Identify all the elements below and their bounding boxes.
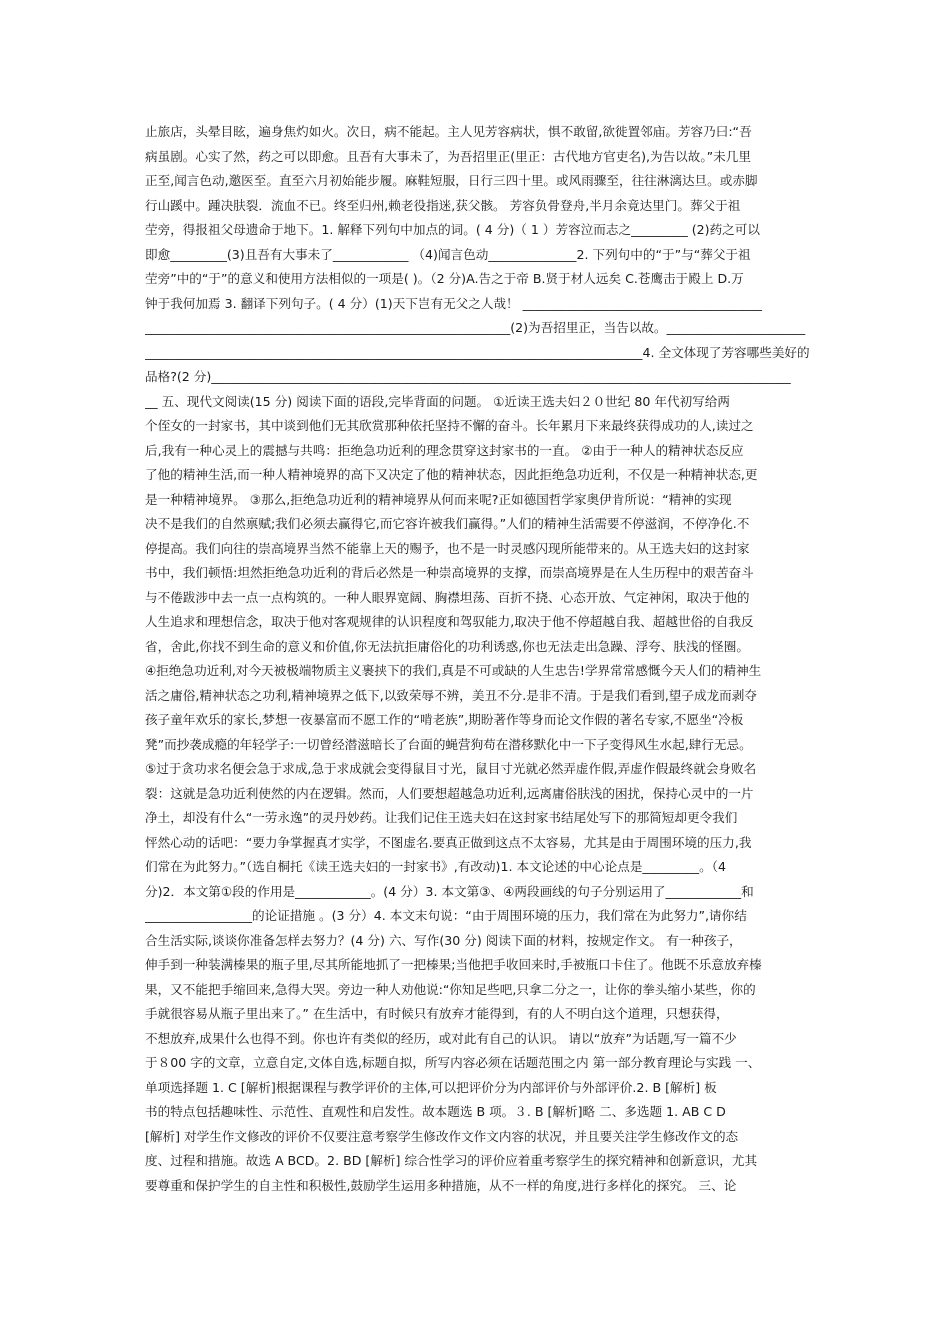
text-line: 品格?(2 分)____________________________________________________________________________________________ [145,369,791,384]
text-line: ④拒绝急功近利,对今天被极端物质主义裹挟下的我们,真是不可或缺的人生忠告!学界常常感慨今天人们的精神生 [145,663,762,678]
text-line: 度、过程和措施。故选 A BCD。2. BD [解析] 综合性学习的评价应着重考察学生的探究精神和创新意识，尤其 [145,1153,758,1168]
text-line: 行山蹊中。踵决肤裂．流血不已。终至归州,赖老役指迷,获父骸。 芳容负骨登舟,半月余竟达里门。葬父于祖 [145,197,741,213]
text-line: 伸手到一种装满榛果的瓶子里,尽其所能地抓了一把榛果;当他把手收回来时,手被瓶口卡住了。他既不乐意放弃榛 [145,957,762,972]
text-line: 活之庸俗,精神状态之功利,精神境界之低下,以致荣辱不辨，美丑不分.是非不清。于是我们看到,望子成龙而剥夺 [145,687,757,703]
text-line: 了他的精神生活,而一种人精神境界的高下又决定了他的精神状态，因此拒绝急功近利，不仅是一种精神状态,更 [145,467,758,482]
text-line: __ 五、现代文阅读(15 分) 阅读下面的语段,完毕背面的问题。 ①近读王选夫妇２０世纪 80 年代初写给两 [145,393,730,409]
text-line: 人生追求和理想信念，取决于他对客观规律的认识程度和驾驭能力,取决于他不停超越自我、超越世俗的自我反 [145,614,754,629]
text-line: 与不倦跋涉中去一点一点构筑的。一种人眼界宽阔、胸襟坦荡、百折不挠、心态开放、气定神闲，取决于他的 [145,589,750,605]
text-line: 正至,闻言色动,邀医至。直至六月初始能步履。麻鞋短服，日行三四十里。或风雨骤至，往往淋漓达旦。或赤脚 [145,173,758,188]
text-line: 后,我有一种心灵上的震撼与共鸣：拒绝急功近利的理念贯穿这封家书的一直。 ②由于一种人的精神状态反应 [145,442,744,458]
text-line: 裂：这就是急功近利使然的内在逻辑。然而，人们要想超越急功近利,远离庸俗肤浅的困扰，保持心灵中的一片 [145,785,754,801]
text-line: 单项选择题 1. C [解析]根据课程与教学评价的主体,可以把评价分为内部评价与外部评价.2. B [解析] 板 [145,1079,717,1095]
text-line: 果，又不能把手缩回来,急得大哭。旁边一种人劝他说:“你知足些吧,只拿二分之一，让你的拳头缩小某些，你的 [145,981,756,997]
text-line: 个侄女的一封家书，其中谈到他们无其欣赏那种依托坚持不懈的奋斗。长年累月下来最终获得成功的人,读过之 [145,418,754,433]
text-line: 是一种精神境界。 ③那么,拒绝急功近利的精神境界从何而来呢?正如德国哲学家奥伊肯所说：“精神的实现 [145,491,732,507]
text-line: 手就很容易从瓶子里出来了。” 在生活中，有时候只有放弃才能得到，有的人不明白这个道理，只想获得， [145,1006,729,1021]
text-line: 止旅店，头晕目眩，遍身焦灼如火。次日，病不能起。主人见芳容病状，惧不敢留,欲徙置邻庙。芳容乃曰:“吾 [145,124,752,139]
text-line: ⑤过于贪功求名便会急于求成,急于求成就会变得鼠目寸光，鼠目寸光就必然弄虚作假,弄虚作假最终就会身败名 [145,761,757,776]
text-line: 书中，我们顿悟:坦然拒绝急功近利的背后必然是一种崇高境界的支撑，而崇高境界是在人生历程中的艰苦奋斗 [145,565,754,580]
text-line: 病虽剧。心实了然，药之可以即愈。且吾有大事未了，为吾招里正(里正：古代地方官吏名),为告以故。”未几里 [145,148,751,164]
text-line: 要尊重和保护学生的自主性和积极性,鼓励学生运用多种措施，从不一样的角度,进行多样化的探究。 三、论 [145,1177,737,1193]
text-line: 凳”而抄袭成瘾的年轻学子:一切曾经潜滋暗长了台面的蝇营狗苟在潜移默化中一下子变得风生水起,肆行无忌。 [145,736,752,752]
text-line: 即愈_________(3)且吾有大事未了____________ （4)闻言色动______________2. 下列句中的“于”与“葬父于祖 [145,246,751,262]
text-line: __________________________________________________________(2)为吾招里正，当告以故。______________________ [145,320,806,335]
text-line: 决不是我们的自然禀赋;我们必须去赢得它,而它容许被我们赢得。”人们的精神生活需要不停滋润，不停净化.不 [145,516,750,531]
text-line: 净土，却没有什么“一劳永逸”的灵丹妙药。让我们记住王选夫妇在这封家书结尾处写下的那简短却更令我们 [145,810,738,825]
text-line: 怦然心动的话吧：“要力争掌握真才实学，不图虚名.要真正做到这点不太容易，尤其是由于周围环境的压力,我 [145,834,752,850]
text-line: 省，舍此,你找不到生命的意义和价值,你无法抗拒庸俗化的功利诱惑,你也无法走出急躁、浮夸、肤浅的怪圈。 [145,638,749,654]
text-line: 茔旁，得报祖父母遗命于地下。1. 解释下列句中加点的词。( 4 分)（ 1 ）芳容泣而志之_________ (2)药之可以 [145,222,760,237]
text-line: 合生活实际,谈谈你准备怎样去努力？(4 分) 六、写作(30 分) 阅读下面的材料，按规定作文。 有一种孩子， [145,932,742,948]
text-line [145,1198,810,1223]
text-line: 不想放弃,成果什么也得不到。你也许有类似的经历，或对此有自己的认识。 请以“放弃”为话题,写一篇不少 [145,1030,737,1046]
text-line: _______________________________________________________________________________4. 全文体现了芳容哪些美好的 [145,344,810,360]
text-line: [解析] 对学生作文修改的评价不仅要注意考察学生修改作文作文内容的状况，并且要关注学生修改作文的态 [145,1128,739,1144]
text-line: _________________的论证措施 。(3 分）4. 本文末句说：“由于周围环境的压力，我们常在为此努力”,请你结 [145,908,747,923]
text-line: 们常在为此努力。”（选自桐托《读王选夫妇的一封家书》,有改动)1. 本文论述的中心论点是_________。（4 [145,859,726,874]
text-line: 书的特点包括趣味性、示范性、直观性和启发性。故本题选 B 项。３. B [解析]略 二、多选题 1. AB C D [145,1104,726,1119]
text-line: 分)2．本文第①段的作用是____________。(4 分）3. 本文第③、④两段画线的句子分别运用了____________和 [145,883,754,899]
text-line: 停提高。我们向往的崇高境界当然不能靠上天的赐予，也不是一时灵感闪现所能带来的。从王选夫妇的这封家 [145,540,750,556]
document-body [145,120,810,1223]
text-line: 钟于我何加焉 3. 翻译下列句子。( 4 分）(1)天下岂有无父之人哉！ ______________________________________ [145,295,762,311]
text-line: 茔旁”中的“于”的意义和使用方法相似的一项是( )。（2 分)A.告之于帝 B.贤于材人远矣 C.苍鹰击于殿上 D.万 [145,271,744,286]
text-line: 孩子童年欢乐的家长,梦想一夜暴富而不愿工作的“啃老族”,期盼著作等身而论文作假的著名专家,不愿坐“冷板 [145,712,744,727]
text-line: 于８00 字的文章，立意自定,文体自选,标题自拟，所写内容必须在话题范围之内 第一部分教育理论与实践 一、 [145,1055,761,1070]
